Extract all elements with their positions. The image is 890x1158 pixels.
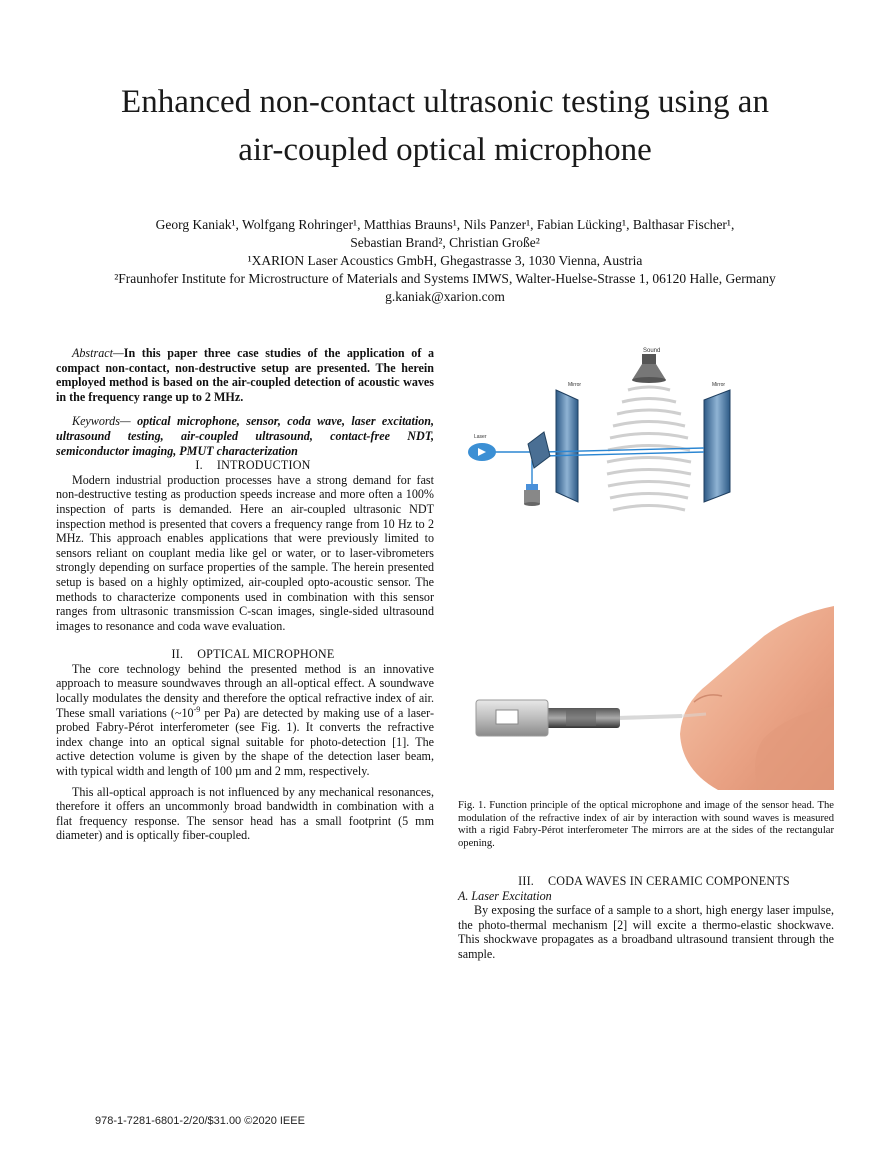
- optical-paragraph-1: [56, 662, 434, 779]
- photodetector-icon: [524, 484, 540, 506]
- laser-label: Laser: [474, 434, 487, 440]
- author-list-line-2: Sebastian Brand², Christian Große²: [350, 235, 540, 250]
- title-line-1: Enhanced non-contact ultrasonic testing using an: [121, 84, 769, 120]
- title-line-2: air-coupled optical microphone: [238, 132, 652, 168]
- sensor-tube: [542, 708, 620, 728]
- optical-paragraph-1-part-a: The core technology behind the presented method is an innovative approach to measure soundwaves through an all-optical effect. A soundwave locally modulates the density and therefore the optical refractive index of air. These small variations (~10: [56, 661, 434, 720]
- author-list-line-1: Georg Kaniak¹, Wolfgang Rohringer¹, Matthias Brauns¹, Nils Panzer¹, Fabian Lücking¹, Balthasar Fischer¹,: [155, 217, 735, 232]
- beam-splitter-icon: [528, 432, 550, 468]
- keywords-text: optical microphone, sensor, coda wave, laser excitation, ultrasound testing, air-coupled ultrasound, contact-free NDT, semiconductor imaging, PMUT characterization: [56, 414, 434, 458]
- contact-email: g.kaniak@xarion.com: [385, 289, 505, 304]
- optical-paragraph-2: This all-optical approach is not influenced by any mechanical resonances, therefore it offers an uncommonly broad bandwidth in combination with a flat frequency response. The sensor head has a small footprint (5 mm diameter) and is optically fiber-coupled.: [56, 784, 434, 843]
- section-number: II.: [171, 647, 184, 662]
- figure-caption: Fig. 1. Function principle of the optical microphone and image of the sensor head. The modulation of the refractive index of air by interaction with sound waves is measured with a rigid Fabry-Pérot interferometer The mirrors are at the sides of the rectangular opening.: [458, 800, 834, 849]
- section-title: OPTICAL MICROPHONE: [197, 647, 335, 662]
- section-title: CODA WAVES IN CERAMIC COMPONENTS: [548, 874, 790, 888]
- mirror-right-label: Mirror: [712, 382, 726, 388]
- keywords-label: Keywords—: [72, 414, 131, 429]
- affiliation-1: ¹XARION Laser Acoustics GmbH, Ghegastrasse 3, 1030 Vienna, Austria: [247, 253, 643, 268]
- paper-title: [0, 78, 890, 174]
- mirror-left-label: Mirror: [568, 382, 582, 388]
- sound-label: Sound: [643, 348, 661, 354]
- optical-paragraph-1-part-b: per Pa) are detected by making use of a laser-probed Fabry-Pérot interferometer (see Fig. 1). It converts the refractive index change into an optical signal suitable for photo-detection [1]. The active detection volume is given by the shape of the detection laser beam, with typical width and length of 100 µm and 2 mm, respectively.: [56, 705, 434, 779]
- laser-beam: [490, 448, 704, 484]
- laser-excitation-paragraph: By exposing the surface of a sample to a short, high energy laser impulse, the photo-thermal mechanism [2] will excite a thermo-elastic shockwave. This shockwave propagates as a broadband ultrasound transient through the sample.: [458, 903, 834, 961]
- section-number: III.: [518, 874, 535, 888]
- section-number: I.: [195, 458, 203, 473]
- keywords: [56, 414, 434, 458]
- introduction-paragraph: Modern industrial production processes have a strong demand for fast non-destructive testing as production speeds increase and more often a 100% inspection of parts is demanded. Here an air-coupled ultrasonic NDT inspection method is presented that covers a frequency range from 10 Hz to 2 MHz. This approach enables applications that were previously limited to sensors reliant on couplant media like gel or water, or to laser-vibrometers strongly depending on surface properties of the sample. The herein presented setup is based on a highly optimized, air-coupled opto-acoustic sensor. The methods to characterize components used in combination with this sensor ranges from ultrasonic transmission C-scan images, single-sided ultrasound images to resonance and coda wave evaluation.: [56, 472, 434, 633]
- abstract-label: Abstract—: [72, 346, 124, 360]
- left-column: [56, 346, 434, 843]
- laser-source-icon: [468, 443, 496, 461]
- right-column: [458, 800, 834, 962]
- copyright-footer: 978-1-7281-6801-2/20/$31.00 ©2020 IEEE: [95, 1115, 305, 1127]
- section-heading-introduction: [56, 458, 434, 473]
- fingers: [680, 606, 834, 790]
- abstract: [56, 346, 434, 404]
- speaker-icon: [632, 354, 666, 383]
- function-principle-diagram: [460, 344, 836, 520]
- affiliation-2: ²Fraunhofer Institute for Microstructure of Materials and Systems IMWS, Walter-Huelse-Strasse 1, 06120 Halle, Germany: [114, 271, 776, 286]
- left-mirror: [556, 390, 578, 502]
- section-title: INTRODUCTION: [216, 458, 311, 473]
- author-block: [40, 216, 850, 306]
- subsection-heading-laser-excitation: A. Laser Excitation: [458, 888, 552, 903]
- section-heading-optical-microphone: [56, 647, 434, 662]
- right-mirror: [704, 390, 730, 502]
- sensor-head: [476, 700, 548, 736]
- abstract-text: In this paper three case studies of the application of a compact non-contact, non-destructive setup are presented. The herein employed method is based on the air-coupled detection of acoustic waves in the frequency range up to 2 MHz.: [56, 346, 434, 404]
- sensor-head-photo: [468, 606, 834, 790]
- section-heading-coda-waves: [458, 874, 834, 889]
- exponent: -9: [193, 704, 201, 714]
